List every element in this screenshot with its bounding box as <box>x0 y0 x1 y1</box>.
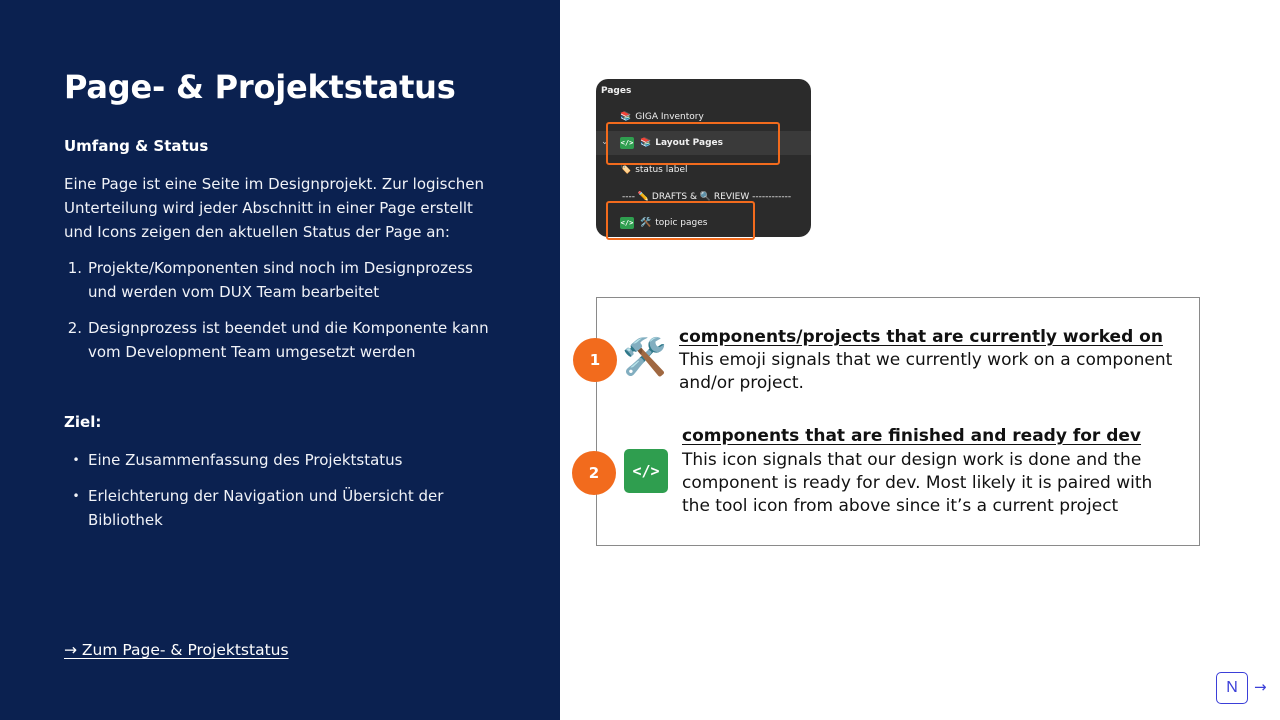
code-icon: </> <box>620 219 634 227</box>
pages-panel-title: Pages <box>601 86 632 96</box>
intro-paragraph: Eine Page ist eine Seite im Designprojekt. Zur logischen Unterteilung wird jeder Abschnitt in einer Page erstellt und Icons zeigen den aktuellen Status der Page an: <box>64 175 484 241</box>
bullet-marker: • <box>72 489 80 503</box>
label-icon: 🏷️ <box>620 165 632 175</box>
list-item <box>64 256 504 304</box>
numbered-list <box>64 256 504 376</box>
legend-heading: components/projects that are currently worked on <box>679 327 1163 347</box>
section-heading-goal: Ziel: <box>64 413 102 431</box>
page-divider <box>596 185 811 209</box>
list-item <box>64 316 504 364</box>
page-item-label: topic pages <box>655 218 708 228</box>
list-item-text: Erleichterung der Navigation und Übersicht der Bibliothek <box>88 487 444 529</box>
books-icon: 📚 <box>640 138 652 148</box>
page-title: Page- & Projektstatus <box>64 68 456 106</box>
arrow-right-icon[interactable]: → <box>1254 678 1267 696</box>
legend-text: This icon signals that our design work is done and the component is ready for dev. Most likely it is paired with the tool icon from above since it’s a current project <box>682 450 1153 516</box>
code-icon: </> <box>624 449 668 493</box>
code-icon: </> <box>620 139 634 147</box>
step-badge: 2 <box>572 451 616 495</box>
list-item-text: Projekte/Komponenten sind noch im Designprozess und werden vom DUX Team bearbeitet <box>88 259 473 301</box>
page-item-label: Layout Pages <box>655 138 723 148</box>
step-badge: 1 <box>573 338 617 382</box>
page-item-label: GIGA Inventory <box>635 112 704 122</box>
tools-icon: 🛠️ <box>640 218 652 228</box>
list-item-text: Designprozess ist beendet und die Komponente kann vom Development Team umgesetzt werden <box>88 319 489 361</box>
list-item <box>64 484 504 532</box>
tools-icon: 🛠️ <box>622 337 667 378</box>
list-item <box>64 448 504 472</box>
list-marker: 2. <box>67 319 82 337</box>
page-item <box>596 105 811 129</box>
left-panel <box>0 0 560 720</box>
page-item-label: status label <box>635 165 688 175</box>
page-item-selected <box>596 131 811 155</box>
chevron-icon: ⌄ <box>601 137 609 147</box>
section-heading-scope: Umfang & Status <box>64 137 209 155</box>
bullet-marker: • <box>72 453 80 467</box>
books-icon: 📚 <box>620 112 632 122</box>
page-item <box>596 211 811 235</box>
status-page-link[interactable]: → Zum Page- & Projektstatus <box>64 641 289 659</box>
legend-heading: components that are finished and ready for dev <box>682 426 1142 446</box>
legend-text: This emoji signals that we currently work on a component and/or project. <box>679 350 1173 393</box>
page-item <box>596 158 811 182</box>
bullet-list <box>64 448 504 544</box>
list-marker: 1. <box>67 259 82 277</box>
pages-panel-screenshot <box>596 79 811 237</box>
page-item-label: ---- ✏️ DRAFTS & 🔍 REVIEW ------------ <box>622 192 792 202</box>
list-item-text: Eine Zusammenfassung des Projektstatus <box>88 451 403 469</box>
notion-button[interactable]: N <box>1216 672 1248 704</box>
